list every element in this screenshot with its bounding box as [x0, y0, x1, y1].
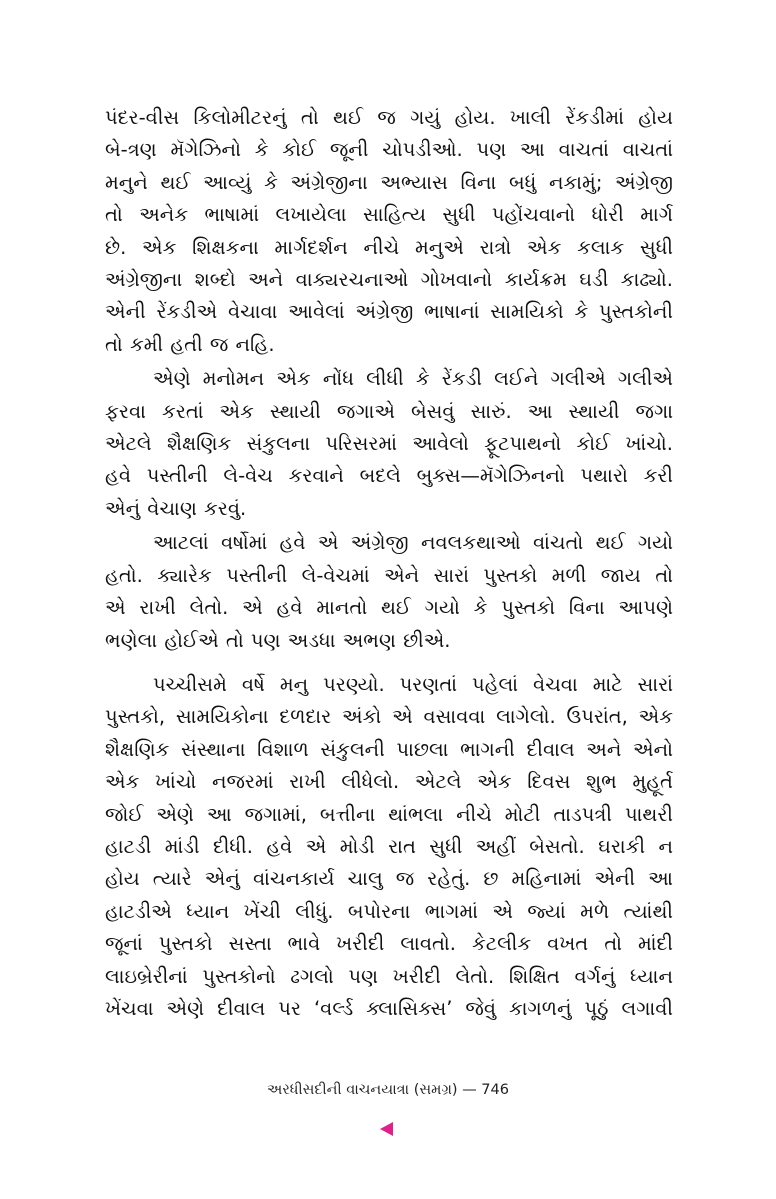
triangle-left-icon[interactable] [380, 1122, 393, 1136]
text-line: હતો. ક્યારેક પસ્તીની લે-વેચમાં એને સારાં પુસ્તકો મળી જાય તો [105, 563, 673, 587]
text-line: ફરવા કરતાં એક સ્થાયી જગાએ બેસવું સારું. આ સ્થાયી જગા [105, 399, 673, 423]
paragraph-1 [105, 102, 673, 361]
text-line: છે. એક શિક્ષકના માર્ગદર્શન નીચે મનુએ રાત્રો એક કલાક સુધી [105, 235, 673, 259]
text-line: જૂનાં પુસ્તકો સસ્તા ભાવે ખરીદી લાવતો. કેટલીક વખત તો માંદી [105, 932, 673, 956]
text-line: પચ્ચીસમે વર્ષે મનુ પરણ્યો. પરણતાં પહેલાં વેચવા માટે સારાં [153, 672, 673, 696]
text-line: મનુને થઈ આવ્યું કે અંગ્રેજીના અભ્યાસ વિના બધું નકામું; અંગ્રેજી [105, 170, 673, 194]
text-line: પંદર-વીસ કિલોમીટરનું તો થઈ જ ગયું હોય. ખાલી રેંકડીમાં હોય [105, 106, 673, 129]
text-line: એની રેંકડીએ વેચાવા આવેલાં અંગ્રેજી ભાષાનાં સામયિકો કે પુસ્તકોની [105, 300, 673, 324]
text-line: પુસ્તકો, સામયિકોના દળદાર અંકો એ વસાવવા લાગેલો. ઉપરાંત, એક [105, 705, 673, 729]
paragraph-3 [105, 527, 673, 657]
text-line: હવે પસ્તીની લે-વેચ કરવાને બદલે બુક્સ—મૅગેઝિનનો પથારો કરી [105, 464, 673, 488]
text-line: શૈક્ષણિક સંસ્થાના વિશાળ સંકુલની પાછલા ભાગની દીવાલ અને એનો [105, 737, 673, 761]
text-line: આટલાં વર્ષોમાં હવે એ અંગ્રેજી નવલકથાઓ વાંચતો થઈ ગયો [153, 531, 673, 555]
text-line: લાઇબ્રેરીનાં પુસ્તકોનો ઢગલો પણ ખરીદી લેતો. શિક્ષિત વર્ગનું ધ્યાન [105, 964, 673, 988]
text-line: એટલે શૈક્ષણિક સંકુલના પરિસરમાં આવેલો ફૂટપાથનો કોઈ ખાંચો. [105, 432, 673, 456]
paragraph-2 [105, 363, 673, 525]
text-line: બે-ત્રણ મૅગેઝિનો કે કોઈ જૂની ચોપડીઓ. પણ આ વાચતાં વાચતાં [105, 138, 673, 162]
text-line: તો અનેક ભાષામાં લખાયેલા સાહિત્ય સુધી પહોંચવાનો ધોરી માર્ગ [105, 203, 673, 227]
text-line: ભણેલા હોઈએ તો પણ અડધા અભણ છીએ. [105, 628, 451, 652]
text-line: જોઈ એણે આ જગામાં, બત્તીના થાંભલા નીચે મોટી તાડપત્રી પાથરી [105, 802, 673, 826]
text-line: હાટડીએ ધ્યાન ખેંચી લીધું. બપોરના ભાગમાં એ જ્યાં મળે ત્યાંથી [105, 899, 673, 923]
text-line: એક ખાંચો નજરમાં રાખી લીધેલો. એટલે એક દિવસ શુભ મુહૂર્ત [105, 770, 673, 794]
text-line: એણે મનોમન એક નોંધ લીધી કે રેંકડી લઈને ગલીએ ગલીએ [153, 367, 673, 391]
body-text [105, 102, 673, 1025]
text-line: એ રાખી લેતો. એ હવે માનતો થઈ ગયો કે પુસ્તકો વિના આપણે [105, 596, 673, 620]
text-line: હોય ત્યારે એનું વાંચનકાર્ય ચાલુ જ રહેતું. છ મહિનામાં એની આ [105, 867, 673, 891]
footer-title-page-number: અરધીસદીની વાચનયાત્રા (સમગ્ર) — 746 [267, 1082, 509, 1098]
text-line: અંગ્રેજીના શબ્દો અને વાક્યરચનાઓ ગોખવાનો કાર્યક્રમ ઘડી કાઢ્યો. [105, 268, 673, 292]
paragraph-4 [105, 669, 673, 1025]
text-line: હાટડી માંડી દીધી. હવે એ મોડી રાત સુધી અહીં બેસતો. ઘરાકી ન [105, 834, 673, 858]
text-line: ખેંચવા એણે દીવાલ પર ‘વર્લ્ડ ક્લાસિક્સ’ જેવું કાગળનું પૂઠું લગાવી [105, 996, 673, 1020]
page-footer [0, 1082, 776, 1098]
text-line: તો કમી હતી જ નહિ. [105, 332, 275, 356]
text-line: એનું વેચાણ કરવું. [105, 496, 247, 520]
